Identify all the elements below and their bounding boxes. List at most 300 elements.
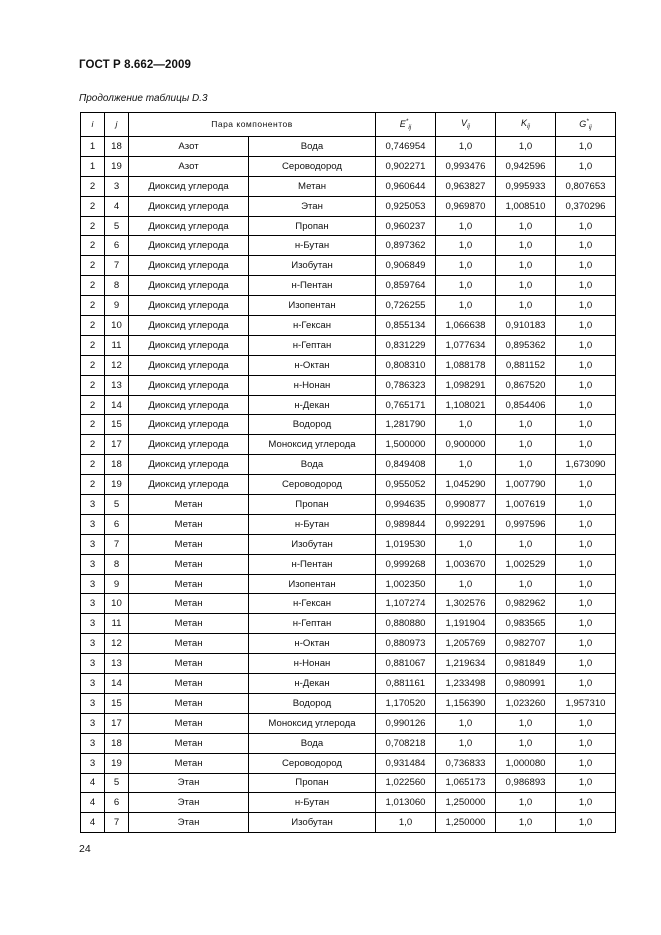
cell-e: 0,990126 (376, 713, 436, 733)
cell-v: 0,969870 (436, 196, 496, 216)
cell-component-2: Изобутан (249, 813, 376, 833)
cell-g: 1,0 (556, 316, 616, 336)
table-row (81, 733, 616, 753)
cell-e: 0,902271 (376, 156, 436, 176)
cell-component-2: Метан (249, 176, 376, 196)
cell-v: 1,003670 (436, 554, 496, 574)
cell-k: 1,0 (496, 276, 556, 296)
cell-k: 0,981849 (496, 654, 556, 674)
data-table (80, 112, 616, 833)
table-row (81, 176, 616, 196)
cell-e: 0,786323 (376, 375, 436, 395)
table-row (81, 594, 616, 614)
cell-j: 5 (105, 216, 129, 236)
cell-i: 3 (81, 495, 105, 515)
column-header-pair: Пара компонентов (129, 113, 376, 137)
cell-k: 0,881152 (496, 355, 556, 375)
cell-k: 1,0 (496, 455, 556, 475)
cell-k: 1,0 (496, 415, 556, 435)
table-row (81, 355, 616, 375)
table-row (81, 495, 616, 515)
cell-component-2: н-Гептан (249, 335, 376, 355)
cell-component-1: Метан (129, 574, 249, 594)
cell-k: 1,0 (496, 435, 556, 455)
cell-e: 0,855134 (376, 316, 436, 336)
cell-i: 3 (81, 634, 105, 654)
cell-g: 0,807653 (556, 176, 616, 196)
cell-g: 1,0 (556, 713, 616, 733)
cell-component-2: Пропан (249, 773, 376, 793)
cell-i: 3 (81, 654, 105, 674)
cell-g: 1,0 (556, 773, 616, 793)
cell-component-2: н-Декан (249, 674, 376, 694)
cell-j: 5 (105, 495, 129, 515)
cell-e: 0,960237 (376, 216, 436, 236)
cell-v: 1,250000 (436, 793, 496, 813)
cell-v: 1,065173 (436, 773, 496, 793)
cell-v: 1,088178 (436, 355, 496, 375)
cell-component-1: Диоксид углерода (129, 196, 249, 216)
cell-g: 1,0 (556, 415, 616, 435)
cell-k: 1,0 (496, 137, 556, 157)
cell-component-2: Изопентан (249, 574, 376, 594)
cell-g: 1,0 (556, 654, 616, 674)
cell-component-2: н-Гептан (249, 614, 376, 634)
table-row (81, 335, 616, 355)
cell-g: 1,0 (556, 813, 616, 833)
cell-e: 0,765171 (376, 395, 436, 415)
cell-i: 4 (81, 793, 105, 813)
cell-e: 0,931484 (376, 753, 436, 773)
table-row (81, 773, 616, 793)
cell-g: 1,0 (556, 554, 616, 574)
cell-component-2: Изобутан (249, 534, 376, 554)
cell-g: 1,0 (556, 594, 616, 614)
cell-j: 15 (105, 693, 129, 713)
cell-i: 2 (81, 236, 105, 256)
cell-component-1: Метан (129, 733, 249, 753)
table-row (81, 375, 616, 395)
cell-v: 1,219634 (436, 654, 496, 674)
table-row (81, 156, 616, 176)
cell-e: 0,906849 (376, 256, 436, 276)
table-row (81, 514, 616, 534)
cell-v: 0,736833 (436, 753, 496, 773)
cell-e: 0,808310 (376, 355, 436, 375)
cell-i: 2 (81, 196, 105, 216)
cell-i: 2 (81, 395, 105, 415)
cell-e: 0,831229 (376, 335, 436, 355)
cell-component-2: Пропан (249, 495, 376, 515)
cell-i: 1 (81, 156, 105, 176)
cell-i: 2 (81, 435, 105, 455)
cell-component-1: Диоксид углерода (129, 216, 249, 236)
cell-j: 7 (105, 534, 129, 554)
cell-v: 1,045290 (436, 475, 496, 495)
table-row (81, 534, 616, 554)
cell-j: 9 (105, 574, 129, 594)
cell-k: 1,0 (496, 813, 556, 833)
cell-j: 18 (105, 733, 129, 753)
cell-k: 0,997596 (496, 514, 556, 534)
table-row (81, 276, 616, 296)
cell-component-2: н-Бутан (249, 236, 376, 256)
cell-k: 1,007790 (496, 475, 556, 495)
cell-k: 0,995933 (496, 176, 556, 196)
cell-j: 19 (105, 475, 129, 495)
cell-k: 0,980991 (496, 674, 556, 694)
cell-g: 1,673090 (556, 455, 616, 475)
cell-component-1: Метан (129, 674, 249, 694)
cell-k: 1,0 (496, 236, 556, 256)
cell-i: 3 (81, 614, 105, 634)
cell-i: 3 (81, 534, 105, 554)
cell-i: 3 (81, 574, 105, 594)
cell-e: 1,022560 (376, 773, 436, 793)
table-row (81, 634, 616, 654)
cell-j: 13 (105, 375, 129, 395)
cell-g: 0,370296 (556, 196, 616, 216)
cell-k: 0,854406 (496, 395, 556, 415)
cell-component-1: Метан (129, 534, 249, 554)
cell-component-2: н-Гексан (249, 316, 376, 336)
cell-k: 0,895362 (496, 335, 556, 355)
cell-component-1: Метан (129, 713, 249, 733)
cell-component-2: Изобутан (249, 256, 376, 276)
cell-g: 1,0 (556, 256, 616, 276)
cell-k: 1,0 (496, 733, 556, 753)
cell-component-2: Вода (249, 733, 376, 753)
cell-k: 1,023260 (496, 693, 556, 713)
cell-g: 1,0 (556, 335, 616, 355)
cell-j: 6 (105, 236, 129, 256)
table-row (81, 196, 616, 216)
cell-v: 1,302576 (436, 594, 496, 614)
cell-component-2: Вода (249, 455, 376, 475)
page-number: 24 (79, 843, 91, 855)
cell-component-1: Метан (129, 693, 249, 713)
cell-v: 1,233498 (436, 674, 496, 694)
cell-component-2: Сероводород (249, 156, 376, 176)
cell-component-1: Диоксид углерода (129, 355, 249, 375)
table-row (81, 693, 616, 713)
cell-g: 1,0 (556, 514, 616, 534)
cell-component-2: Изопентан (249, 296, 376, 316)
cell-g: 1,0 (556, 475, 616, 495)
cell-j: 12 (105, 355, 129, 375)
table-row (81, 674, 616, 694)
column-header-e: $E^*_{ij}$ (376, 113, 436, 137)
cell-j: 11 (105, 335, 129, 355)
cell-k: 1,002529 (496, 554, 556, 574)
cell-g: 1,0 (556, 534, 616, 554)
cell-j: 6 (105, 514, 129, 534)
table-row (81, 793, 616, 813)
cell-i: 3 (81, 554, 105, 574)
table-row (81, 216, 616, 236)
cell-component-1: Диоксид углерода (129, 455, 249, 475)
cell-component-1: Этан (129, 793, 249, 813)
cell-j: 17 (105, 435, 129, 455)
cell-component-1: Метан (129, 614, 249, 634)
cell-k: 1,0 (496, 296, 556, 316)
cell-v: 1,0 (436, 415, 496, 435)
cell-g: 1,0 (556, 733, 616, 753)
cell-e: 0,859764 (376, 276, 436, 296)
cell-k: 1,0 (496, 713, 556, 733)
cell-j: 19 (105, 753, 129, 773)
cell-k: 1,000080 (496, 753, 556, 773)
cell-component-2: н-Гексан (249, 594, 376, 614)
cell-i: 3 (81, 733, 105, 753)
cell-k: 0,983565 (496, 614, 556, 634)
cell-k: 0,986893 (496, 773, 556, 793)
cell-component-2: Пропан (249, 216, 376, 236)
cell-e: 0,881161 (376, 674, 436, 694)
cell-component-1: Метан (129, 634, 249, 654)
cell-v: 0,992291 (436, 514, 496, 534)
cell-v: 1,0 (436, 276, 496, 296)
cell-component-2: н-Пентан (249, 554, 376, 574)
cell-i: 2 (81, 355, 105, 375)
cell-i: 2 (81, 276, 105, 296)
cell-j: 8 (105, 554, 129, 574)
table-body (81, 137, 616, 833)
cell-component-1: Метан (129, 654, 249, 674)
cell-v: 0,900000 (436, 435, 496, 455)
cell-component-1: Этан (129, 813, 249, 833)
cell-component-2: Сероводород (249, 475, 376, 495)
cell-e: 0,955052 (376, 475, 436, 495)
table-row (81, 574, 616, 594)
cell-v: 1,205769 (436, 634, 496, 654)
cell-i: 2 (81, 216, 105, 236)
cell-e: 0,960644 (376, 176, 436, 196)
cell-component-1: Диоксид углерода (129, 415, 249, 435)
cell-e: 1,500000 (376, 435, 436, 455)
cell-g: 1,0 (556, 753, 616, 773)
cell-v: 1,0 (436, 137, 496, 157)
cell-component-2: Вода (249, 137, 376, 157)
cell-k: 0,982962 (496, 594, 556, 614)
cell-component-1: Метан (129, 514, 249, 534)
cell-j: 19 (105, 156, 129, 176)
cell-v: 1,077634 (436, 335, 496, 355)
cell-j: 14 (105, 395, 129, 415)
cell-v: 1,066638 (436, 316, 496, 336)
cell-i: 4 (81, 773, 105, 793)
cell-v: 1,098291 (436, 375, 496, 395)
column-header-i: i (81, 113, 105, 137)
cell-v: 1,0 (436, 733, 496, 753)
cell-component-2: н-Бутан (249, 793, 376, 813)
cell-k: 1,007619 (496, 495, 556, 515)
cell-i: 2 (81, 475, 105, 495)
cell-e: 1,013060 (376, 793, 436, 813)
table-row (81, 415, 616, 435)
cell-v: 1,0 (436, 534, 496, 554)
cell-e: 0,989844 (376, 514, 436, 534)
table-row (81, 713, 616, 733)
cell-v: 0,963827 (436, 176, 496, 196)
cell-k: 0,942596 (496, 156, 556, 176)
cell-v: 1,191904 (436, 614, 496, 634)
cell-j: 11 (105, 614, 129, 634)
table-row (81, 475, 616, 495)
table-row (81, 256, 616, 276)
table-row (81, 435, 616, 455)
cell-component-1: Метан (129, 753, 249, 773)
cell-e: 0,708218 (376, 733, 436, 753)
cell-g: 1,0 (556, 793, 616, 813)
cell-k: 1,0 (496, 793, 556, 813)
cell-k: 1,008510 (496, 196, 556, 216)
cell-i: 3 (81, 594, 105, 614)
cell-component-1: Диоксид углерода (129, 276, 249, 296)
cell-e: 1,019530 (376, 534, 436, 554)
document-header: ГОСТ Р 8.662—2009 (79, 59, 191, 71)
cell-g: 1,0 (556, 156, 616, 176)
cell-component-2: Сероводород (249, 753, 376, 773)
cell-i: 1 (81, 137, 105, 157)
cell-component-1: Метан (129, 554, 249, 574)
cell-k: 0,910183 (496, 316, 556, 336)
table-row (81, 614, 616, 634)
cell-component-1: Метан (129, 594, 249, 614)
table-row (81, 753, 616, 773)
table-row (81, 455, 616, 475)
cell-k: 0,867520 (496, 375, 556, 395)
cell-component-2: н-Пентан (249, 276, 376, 296)
cell-k: 1,0 (496, 256, 556, 276)
cell-i: 3 (81, 514, 105, 534)
cell-component-1: Азот (129, 137, 249, 157)
table-row (81, 137, 616, 157)
cell-e: 0,881067 (376, 654, 436, 674)
table-row (81, 296, 616, 316)
cell-g: 1,0 (556, 216, 616, 236)
cell-component-2: Моноксид углерода (249, 713, 376, 733)
cell-component-1: Азот (129, 156, 249, 176)
cell-component-1: Диоксид углерода (129, 256, 249, 276)
cell-j: 5 (105, 773, 129, 793)
cell-j: 17 (105, 713, 129, 733)
cell-g: 1,0 (556, 614, 616, 634)
cell-component-1: Диоксид углерода (129, 475, 249, 495)
cell-g: 1,0 (556, 375, 616, 395)
cell-e: 1,170520 (376, 693, 436, 713)
cell-i: 3 (81, 753, 105, 773)
cell-g: 1,0 (556, 296, 616, 316)
cell-j: 8 (105, 276, 129, 296)
cell-component-1: Диоксид углерода (129, 316, 249, 336)
column-header-g: $G^*_{ij}$ (556, 113, 616, 137)
cell-i: 3 (81, 693, 105, 713)
table-header-row (81, 113, 616, 137)
cell-e: 0,746954 (376, 137, 436, 157)
cell-component-1: Этан (129, 773, 249, 793)
cell-k: 1,0 (496, 216, 556, 236)
cell-i: 2 (81, 375, 105, 395)
cell-j: 14 (105, 674, 129, 694)
cell-v: 0,993476 (436, 156, 496, 176)
cell-e: 1,281790 (376, 415, 436, 435)
cell-v: 1,0 (436, 296, 496, 316)
cell-e: 0,897362 (376, 236, 436, 256)
cell-e: 0,726255 (376, 296, 436, 316)
cell-g: 1,0 (556, 435, 616, 455)
cell-j: 10 (105, 316, 129, 336)
table-row (81, 654, 616, 674)
cell-component-2: н-Октан (249, 355, 376, 375)
table-row (81, 395, 616, 415)
cell-g: 1,957310 (556, 693, 616, 713)
cell-j: 9 (105, 296, 129, 316)
cell-j: 15 (105, 415, 129, 435)
table-row (81, 316, 616, 336)
cell-e: 0,925053 (376, 196, 436, 216)
cell-component-1: Диоксид углерода (129, 395, 249, 415)
cell-e: 0,849408 (376, 455, 436, 475)
table-row (81, 813, 616, 833)
cell-g: 1,0 (556, 574, 616, 594)
cell-i: 2 (81, 415, 105, 435)
cell-e: 1,002350 (376, 574, 436, 594)
cell-component-2: н-Октан (249, 634, 376, 654)
cell-component-2: н-Декан (249, 395, 376, 415)
cell-j: 13 (105, 654, 129, 674)
cell-component-1: Метан (129, 495, 249, 515)
cell-e: 0,994635 (376, 495, 436, 515)
cell-g: 1,0 (556, 355, 616, 375)
column-header-k: $K_{ij}$ (496, 113, 556, 137)
cell-component-2: Водород (249, 415, 376, 435)
column-header-v: $V_{ij}$ (436, 113, 496, 137)
cell-i: 2 (81, 455, 105, 475)
cell-j: 6 (105, 793, 129, 813)
cell-component-1: Диоксид углерода (129, 296, 249, 316)
table-row (81, 236, 616, 256)
table-row (81, 554, 616, 574)
cell-e: 0,999268 (376, 554, 436, 574)
cell-component-2: н-Нонан (249, 375, 376, 395)
cell-component-2: Этан (249, 196, 376, 216)
cell-i: 3 (81, 713, 105, 733)
cell-v: 1,0 (436, 236, 496, 256)
cell-i: 2 (81, 256, 105, 276)
cell-component-1: Диоксид углерода (129, 435, 249, 455)
cell-g: 1,0 (556, 137, 616, 157)
cell-g: 1,0 (556, 634, 616, 654)
cell-i: 4 (81, 813, 105, 833)
cell-component-1: Диоксид углерода (129, 335, 249, 355)
cell-k: 0,982707 (496, 634, 556, 654)
cell-e: 1,0 (376, 813, 436, 833)
cell-i: 2 (81, 316, 105, 336)
cell-v: 1,156390 (436, 693, 496, 713)
cell-v: 1,0 (436, 574, 496, 594)
cell-j: 3 (105, 176, 129, 196)
cell-v: 1,0 (436, 216, 496, 236)
cell-v: 1,0 (436, 455, 496, 475)
cell-g: 1,0 (556, 395, 616, 415)
cell-i: 3 (81, 674, 105, 694)
cell-j: 4 (105, 196, 129, 216)
cell-component-1: Диоксид углерода (129, 176, 249, 196)
cell-g: 1,0 (556, 674, 616, 694)
cell-j: 10 (105, 594, 129, 614)
cell-j: 7 (105, 256, 129, 276)
